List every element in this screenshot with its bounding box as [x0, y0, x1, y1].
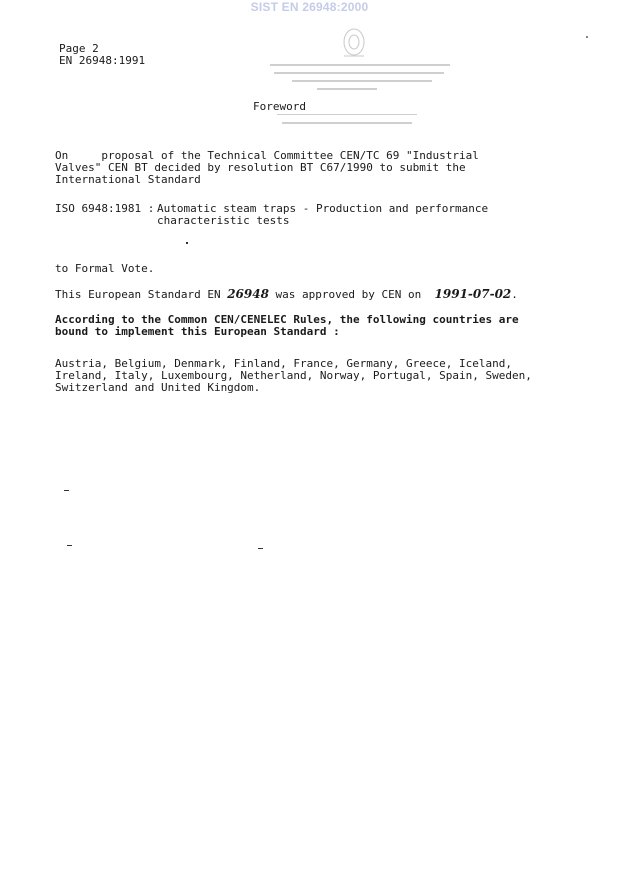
- foreword-title: Foreword: [253, 100, 306, 113]
- rules-paragraph: [55, 314, 519, 338]
- iso-title: [157, 203, 488, 227]
- watermark-text: SIST EN 26948:2000: [250, 0, 369, 14]
- handwritten-approval-date: 1991-07-02: [434, 287, 512, 301]
- intro-line-1: On proposal of the Technical Committee CEN/TC 69 "Industrial: [55, 149, 479, 162]
- countries-line-2: Ireland, Italy, Luxembourg, Netherland, Norway, Portugal, Spain, Sweden,: [55, 369, 532, 382]
- speck: [586, 36, 588, 38]
- speck: [64, 490, 69, 491]
- speck: [258, 548, 263, 549]
- faded-stamp: [262, 22, 462, 137]
- intro-line-3: International Standard: [55, 173, 201, 186]
- iso-title-line-2: characteristic tests: [157, 214, 290, 227]
- handwritten-standard-number: 26948: [227, 287, 269, 301]
- approval-prefix: This European Standard EN: [55, 288, 228, 301]
- speck: [67, 545, 72, 546]
- stamp-emblem-icon: [344, 29, 364, 56]
- approval-middle: was approved by CEN on: [268, 288, 435, 301]
- intro-paragraph: [55, 150, 479, 186]
- speck: [186, 242, 188, 244]
- standard-number: EN 26948:1991: [59, 54, 146, 67]
- rules-line-2: bound to implement this European Standard :: [55, 325, 340, 338]
- countries-line-1: Austria, Belgium, Denmark, Finland, France, Germany, Greece, Iceland,: [55, 357, 512, 370]
- page-header: [59, 43, 145, 67]
- rules-line-1: According to the Common CEN/CENELEC Rules, the following countries are: [55, 313, 519, 326]
- approval-suffix: .: [511, 288, 518, 301]
- intro-line-2: Valves" CEN BT decided by resolution BT C67/1990 to submit the: [55, 161, 466, 174]
- page-number: Page 2: [59, 42, 99, 55]
- formal-vote-text: to Formal Vote.: [55, 262, 155, 275]
- iso-title-line-1: Automatic steam traps - Production and performance: [157, 202, 489, 215]
- countries-line-3: Switzerland and United Kingdom.: [55, 381, 261, 394]
- iso-code: ISO 6948:1981 :: [55, 202, 155, 215]
- approval-sentence: [55, 288, 518, 301]
- countries-list: [55, 358, 532, 394]
